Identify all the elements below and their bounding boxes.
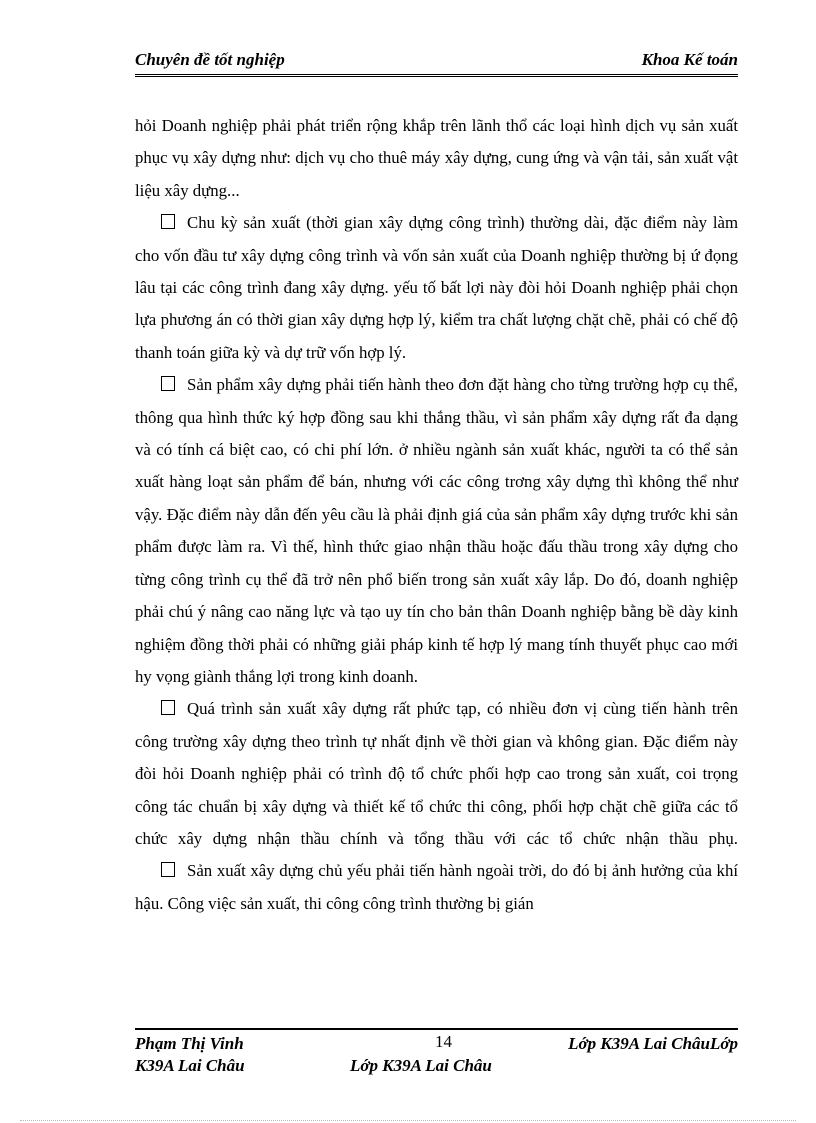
footer-author: Phạm Thị Vinh [135,1034,244,1053]
checkbox-bullet-icon [161,700,175,715]
footer-class-center: Lớp K39A Lai Châu [350,1056,492,1075]
page-number: 14 [435,1032,452,1051]
bullet-paragraph-complex-process [135,693,738,855]
paragraph-text: Sản phẩm xây dựng phải tiến hành theo đơn đặt hàng cho từng trường hợp cụ thể, thông qua hình thức ký hợp đồng sau khi thắng thầu, vì sản phẩm xây dựng rất đa dạng và có tính cá biệt cao, có chi phí lớn. ở nhiều ngành sản xuất khác, người ta có thể sản xuất hàng loạt sản phẩm để bán, nhưng với các công trơng xây dựng thì không thể như vậy. Đặc điểm này dẫn đến yêu cầu là phải định giá của sản phẩm xây dựng trước khi sản phẩm được làm ra. Vì thế, hình thức giao nhận thầu hoặc đấu thầu trong xây dựng cho từng công trình cụ thể đã trở nên phổ biến trong sản xuất xây lắp. Do đó, doanh nghiệp phải chú ý nâng cao năng lực và tạo uy tín cho bản thân Doanh nghiệp bằng bề dày kinh nghiệm đồng thời phải có những giải pháp kinh tế hợp lý mang tính thuyết phục cao mới hy vọng giành thắng lợi trong kinh doanh. [135,375,738,686]
footer-class-right: Lớp K39A Lai ChâuLớp [568,1034,738,1053]
bullet-paragraph-outdoor [135,855,738,920]
header-department: Khoa Kế toán [641,50,738,69]
header-title: Chuyên đề tốt nghiệp [135,50,285,69]
checkbox-bullet-icon [161,376,175,391]
paragraph-continuation: hỏi Doanh nghiệp phải phát triển rộng khắp trên lãnh thổ các loại hình dịch vụ sản xuất phục vụ xây dựng như: dịch vụ cho thuê máy xây dựng, cung ứng và vận tải, sản xuất vật liệu xây dựng... [135,116,738,200]
paragraph-text: Quá trình sản xuất xây dựng rất phức tạp, có nhiều đơn vị cùng tiến hành trên công trường xây dựng theo trình tự nhất định về thời gian và không gian. Đặc điểm này đòi hỏi Doanh nghiệp phải có trình độ tổ chức phối hợp cao trong sản xuất, coi trọng công tác chuẩn bị xây dựng và thiết kế tổ chức thi công, phối hợp chặt chẽ giữa các tổ chức xây dựng nhận thầu chính và tổng thầu với các tổ chức nhận thầu phụ. [135,699,738,848]
page-footer [135,1028,738,1082]
checkbox-bullet-icon [161,862,175,877]
footer-class-left: K39A Lai Châu [135,1056,245,1075]
page-edge-divider [20,1120,796,1121]
page-header [135,48,738,77]
paragraph-text: Chu kỳ sản xuất (thời gian xây dựng công trình) thường dài, đặc điểm này làm cho vốn đầu tư xây dựng công trình và vốn sản xuất của Doanh nghiệp thường bị ứ đọng lâu tại các công trình đang xây dựng. yếu tố bất lợi này đòi hỏi Doanh nghiệp phải chọn lựa phương án có thời gian xây dựng hợp lý, kiểm tra chất lượng chặt chẽ, phải có chế độ thanh toán giữa kỳ và dự trữ vốn hợp lý. [135,213,738,362]
paragraph-text: Sản xuất xây dựng chủ yếu phải tiến hành ngoài trời, do đó bị ảnh hưởng của khí hậu. Công việc sản xuất, thi công công trình thường bị gián [135,861,738,913]
bullet-paragraph-order-based [135,369,738,693]
document-body [135,110,738,920]
checkbox-bullet-icon [161,214,175,229]
bullet-paragraph-production-cycle [135,207,738,369]
